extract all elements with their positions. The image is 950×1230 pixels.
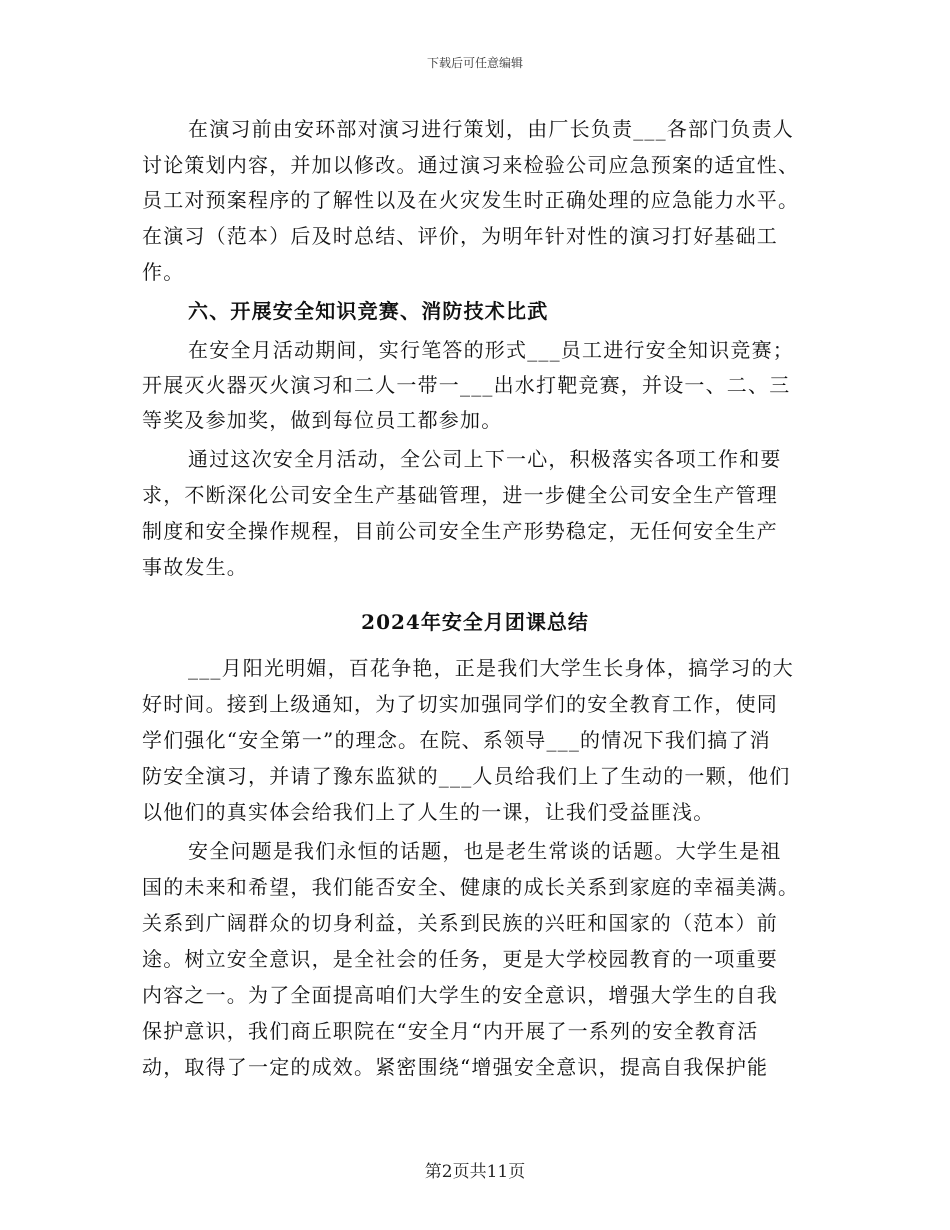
body-text-line: 在安全月活动期间，实行笔答的形式___员工进行安全知识竞赛； — [188, 338, 794, 362]
body-text-line: 防安全演习，并请了豫东监狱的___人员给我们上了生动的一颗，他们 — [142, 764, 791, 788]
body-text-line: 安全问题是我们永恒的话题，也是老生常谈的话题。大学生是祖 — [188, 839, 782, 863]
body-text-line: 好时间。接到上级通知，为了切实加强同学们的安全教育工作，使同 — [142, 692, 778, 716]
body-text-line: ___月阳光明媚，百花争艳，正是我们大学生长身体，搞学习的大 — [188, 656, 794, 680]
body-text-line: 事故发生。 — [142, 555, 248, 579]
body-text-line: 求，不断深化公司安全生产基础管理，进一步健全公司安全生产管理 — [142, 483, 778, 507]
body-text-line: 学们强化“安全第一”的理念。在院、系领导___的情况下我们搞了消 — [142, 728, 771, 752]
body-text-line: 保护意识，我们商丘职院在“安全月“内开展了一系列的安全教育活 — [142, 1019, 759, 1043]
body-text-line: 讨论策划内容，并加以修改。通过演习来检验公司应急预案的适宜性、 — [142, 153, 800, 177]
body-text-line: 通过这次安全月活动，全公司上下一心，积极落实各项工作和要 — [188, 447, 782, 471]
body-text-line: 制度和安全操作规程，目前公司安全生产形势稳定，无任何安全生产 — [142, 519, 778, 543]
body-text-line: 开展灭火器灭火演习和二人一带一___出水打靶竞赛，并设一、二、三 — [142, 373, 791, 397]
body-text-line: 动，取得了一定的成效。紧密围绕“增强安全意识，提高自我保护能 — [142, 1055, 769, 1079]
body-text-line: 在演习前由安环部对演习进行策划，由厂长负责___各部门负责人 — [188, 117, 794, 141]
body-text-line: 内容之一。为了全面提高咱们大学生的安全意识，增强大学生的自我 — [142, 983, 778, 1007]
body-text-line: 员工对预案程序的了解性以及在火灾发生时正确处理的应急能力水平。 — [142, 188, 800, 212]
body-text-line: 作。 — [142, 260, 185, 284]
page-header-note: 下载后可任意编辑 — [426, 56, 523, 70]
section-heading: 六、开展安全知识竞赛、消防技术比武 — [188, 299, 549, 323]
document-title: 2024年安全月团课总结 — [361, 610, 589, 634]
body-text-line: 途。树立安全意识，是全社会的任务，更是大学校园教育的一项重要 — [142, 947, 778, 971]
body-text-line: 在演习（范本）后及时总结、评价，为明年针对性的演习打好基础工 — [142, 224, 778, 248]
body-text-line: 以他们的真实体会给我们上了人生的一课，让我们受益匪浅。 — [142, 800, 715, 824]
body-text-line: 国的未来和希望，我们能否安全、健康的成长关系到家庭的幸福美满。 — [142, 875, 800, 899]
body-text-line: 等奖及参加奖，做到每位员工都参加。 — [142, 408, 503, 432]
body-text-line: 关系到广阔群众的切身利益，关系到民族的兴旺和国家的（范本）前 — [142, 911, 778, 935]
page-number: 第2页共11页 — [424, 1162, 526, 1182]
